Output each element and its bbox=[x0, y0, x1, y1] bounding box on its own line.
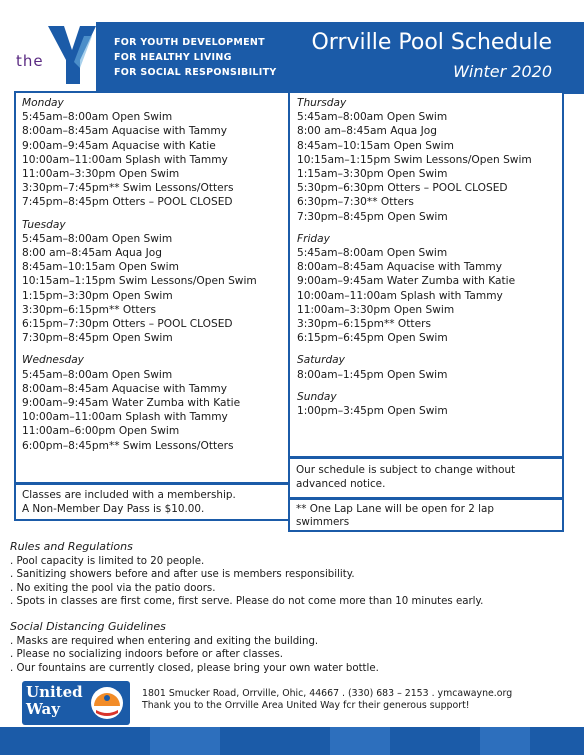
logo-line: Way bbox=[26, 700, 60, 718]
bar-segment bbox=[150, 727, 220, 755]
schedule-slot: 10:15am–1:15pm Swim Lessons/Open Swim bbox=[22, 275, 257, 288]
ymca-logo bbox=[8, 22, 96, 94]
tagline-line: FOR SOCIAL RESPONSIBILITY bbox=[114, 67, 277, 78]
schedule-slot: 5:45am–8:00am Open Swim bbox=[22, 232, 173, 245]
distancing-item: . Masks are required when entering and exiting the building. bbox=[10, 635, 319, 647]
membership-note-line: A Non-Member Day Pass is $10.00. bbox=[22, 503, 205, 515]
schedule-slot: 1:15am–3:30pm Open Swim bbox=[297, 168, 448, 181]
page-subtitle: Winter 2020 bbox=[453, 62, 552, 81]
day-name: Thursday bbox=[297, 97, 347, 109]
day-name: Monday bbox=[22, 97, 64, 109]
schedule-slot: 9:00am–9:45am Water Zumba with Katie bbox=[297, 275, 516, 288]
day-block-monday bbox=[22, 96, 290, 210]
distancing-item: . Please no socializing indoors before or after classes. bbox=[10, 649, 283, 661]
membership-note-line: Classes are included with a membership. bbox=[22, 489, 236, 501]
schedule-slot: 3:30pm–6:15pm** Otters bbox=[297, 318, 431, 331]
schedule-slot: 5:30pm–6:30pm Otters – POOL CLOSED bbox=[297, 182, 508, 195]
rule-item: . Spots in classes are first come, first serve. Please do not come more than 10 minutes early. bbox=[10, 596, 484, 608]
day-name: Saturday bbox=[297, 354, 345, 367]
footer-text bbox=[142, 688, 572, 712]
logo-line: United bbox=[26, 683, 83, 701]
tagline-line: FOR HEALTHY LIVING bbox=[114, 52, 232, 63]
schedule-slot: 8:00 am–8:45am Aqua Jog bbox=[22, 247, 162, 260]
schedule-slot: 9:00am–9:45am Aquacise with Katie bbox=[22, 139, 216, 152]
rule-item: . Pool capacity is limited to 20 people. bbox=[10, 555, 205, 567]
day-block-thursday bbox=[297, 96, 561, 224]
schedule-slot: 7:30pm–8:45pm Open Swim bbox=[22, 332, 173, 345]
rule-item: . No exiting the pool via the patio doors. bbox=[10, 582, 216, 594]
schedule-slot: 6:30pm–7:30** Otters bbox=[297, 196, 414, 209]
membership-note bbox=[22, 488, 286, 516]
distancing-title: Social Distancing Guidelines bbox=[10, 620, 166, 633]
schedule-slot: 10:00am–11:00am Splash with Tammy bbox=[22, 411, 228, 424]
schedule-slot: 8:00am–8:45am Aquacise with Tammy bbox=[22, 382, 227, 395]
schedule-column-left bbox=[22, 96, 290, 453]
schedule-slot: 7:45pm–8:45pm Otters – POOL CLOSED bbox=[22, 196, 233, 209]
schedule-slot: 3:30pm–6:15pm** Otters bbox=[22, 303, 156, 316]
distancing-section bbox=[10, 620, 570, 675]
bar-segment bbox=[480, 727, 530, 755]
day-name: Sunday bbox=[297, 390, 337, 403]
day-name: Wednesday bbox=[22, 354, 84, 367]
schedule-slot: 9:00am–9:45am Water Zumba with Katie bbox=[22, 397, 241, 410]
day-name: Tuesday bbox=[22, 218, 66, 231]
united-way-logo bbox=[22, 681, 130, 725]
schedule-slot: 11:00am–3:30pm Open Swim bbox=[22, 168, 180, 181]
day-block-friday bbox=[297, 232, 561, 346]
schedule-slot: 5:45am–8:00am Open Swim bbox=[297, 111, 448, 124]
logo-the-text: the bbox=[16, 52, 44, 70]
schedule-slot: 1:00pm–3:45pm Open Swim bbox=[297, 405, 448, 418]
day-block-wednesday bbox=[22, 353, 290, 452]
schedule-slot: 3:30pm–7:45pm** Swim Lessons/Otters bbox=[22, 182, 234, 195]
day-block-saturday bbox=[297, 353, 561, 381]
header bbox=[0, 22, 584, 94]
lap-lane-note: ** One Lap Lane will be open for 2 lap swimmers bbox=[296, 503, 494, 528]
schedule-slot: 8:00am–8:45am Aquacise with Tammy bbox=[297, 261, 502, 274]
change-note: Our schedule is subject to change without advanced notice. bbox=[296, 464, 516, 490]
footer-address: 1801 Smucker Road, Orrville, Ohic, 44667 . (330) 683 – 2153 . ymcawayne.org bbox=[142, 688, 513, 699]
schedule-slot: 11:00am–3:30pm Open Swim bbox=[297, 303, 455, 316]
day-block-sunday bbox=[297, 390, 561, 418]
schedule-slot: 7:30pm–8:45pm Open Swim bbox=[297, 210, 448, 223]
schedule-slot: 8:45am–10:15am Open Swim bbox=[22, 261, 179, 274]
page-title: Orrville Pool Schedule bbox=[311, 30, 552, 55]
schedule-slot: 5:45am–8:00am Open Swim bbox=[297, 247, 448, 260]
schedule-slot: 6:00pm–8:45pm** Swim Lessons/Otters bbox=[22, 439, 234, 452]
distancing-item: . Our fountains are currently closed, please bring your own water bottle. bbox=[10, 662, 379, 674]
ymca-y-icon bbox=[44, 24, 100, 86]
footer-thanks: Thank you to the Orrville Area United Way fcr their generous support! bbox=[142, 700, 470, 711]
schedule-slot: 8:00am–1:45pm Open Swim bbox=[297, 368, 448, 381]
schedule-slot: 11:00am–6:00pm Open Swim bbox=[22, 425, 180, 438]
schedule-slot: 8:00am–8:45am Aquacise with Tammy bbox=[22, 125, 227, 138]
united-way-hand-icon bbox=[90, 686, 124, 720]
schedule-slot: 10:15am–1:15pm Swim Lessons/Open Swim bbox=[297, 153, 532, 166]
schedule-slot: 8:45am–10:15am Open Swim bbox=[297, 139, 454, 152]
schedule-column-right bbox=[297, 96, 561, 418]
tagline-line: FOR YOUTH DEVELOPMENT bbox=[114, 37, 265, 48]
day-block-tuesday bbox=[22, 218, 290, 346]
schedule-slot: 6:15pm–7:30pm Otters – POOL CLOSED bbox=[22, 318, 233, 331]
united-way-logo-text bbox=[26, 684, 83, 718]
schedule-slot: 8:00 am–8:45am Aqua Jog bbox=[297, 125, 437, 138]
day-name: Friday bbox=[297, 232, 330, 245]
schedule-slot: 10:00am–11:00am Splash with Tammy bbox=[297, 289, 503, 302]
schedule-slot: 1:15pm–3:30pm Open Swim bbox=[22, 289, 173, 302]
rules-section bbox=[10, 540, 570, 609]
rule-item: . Sanitizing showers before and after use is members responsibility. bbox=[10, 569, 355, 581]
schedule-slot: 5:45am–8:00am Open Swim bbox=[22, 111, 173, 124]
rules-title: Rules and Regulations bbox=[10, 540, 133, 553]
bottom-bar bbox=[0, 727, 584, 755]
bar-segment bbox=[330, 727, 390, 755]
schedule-slot: 6:15pm–6:45pm Open Swim bbox=[297, 332, 448, 345]
schedule-slot: 5:45am–8:00am Open Swim bbox=[22, 368, 173, 381]
header-banner bbox=[96, 22, 584, 94]
tagline bbox=[114, 35, 277, 80]
schedule-slot: 10:00am–11:00am Splash with Tammy bbox=[22, 153, 228, 166]
